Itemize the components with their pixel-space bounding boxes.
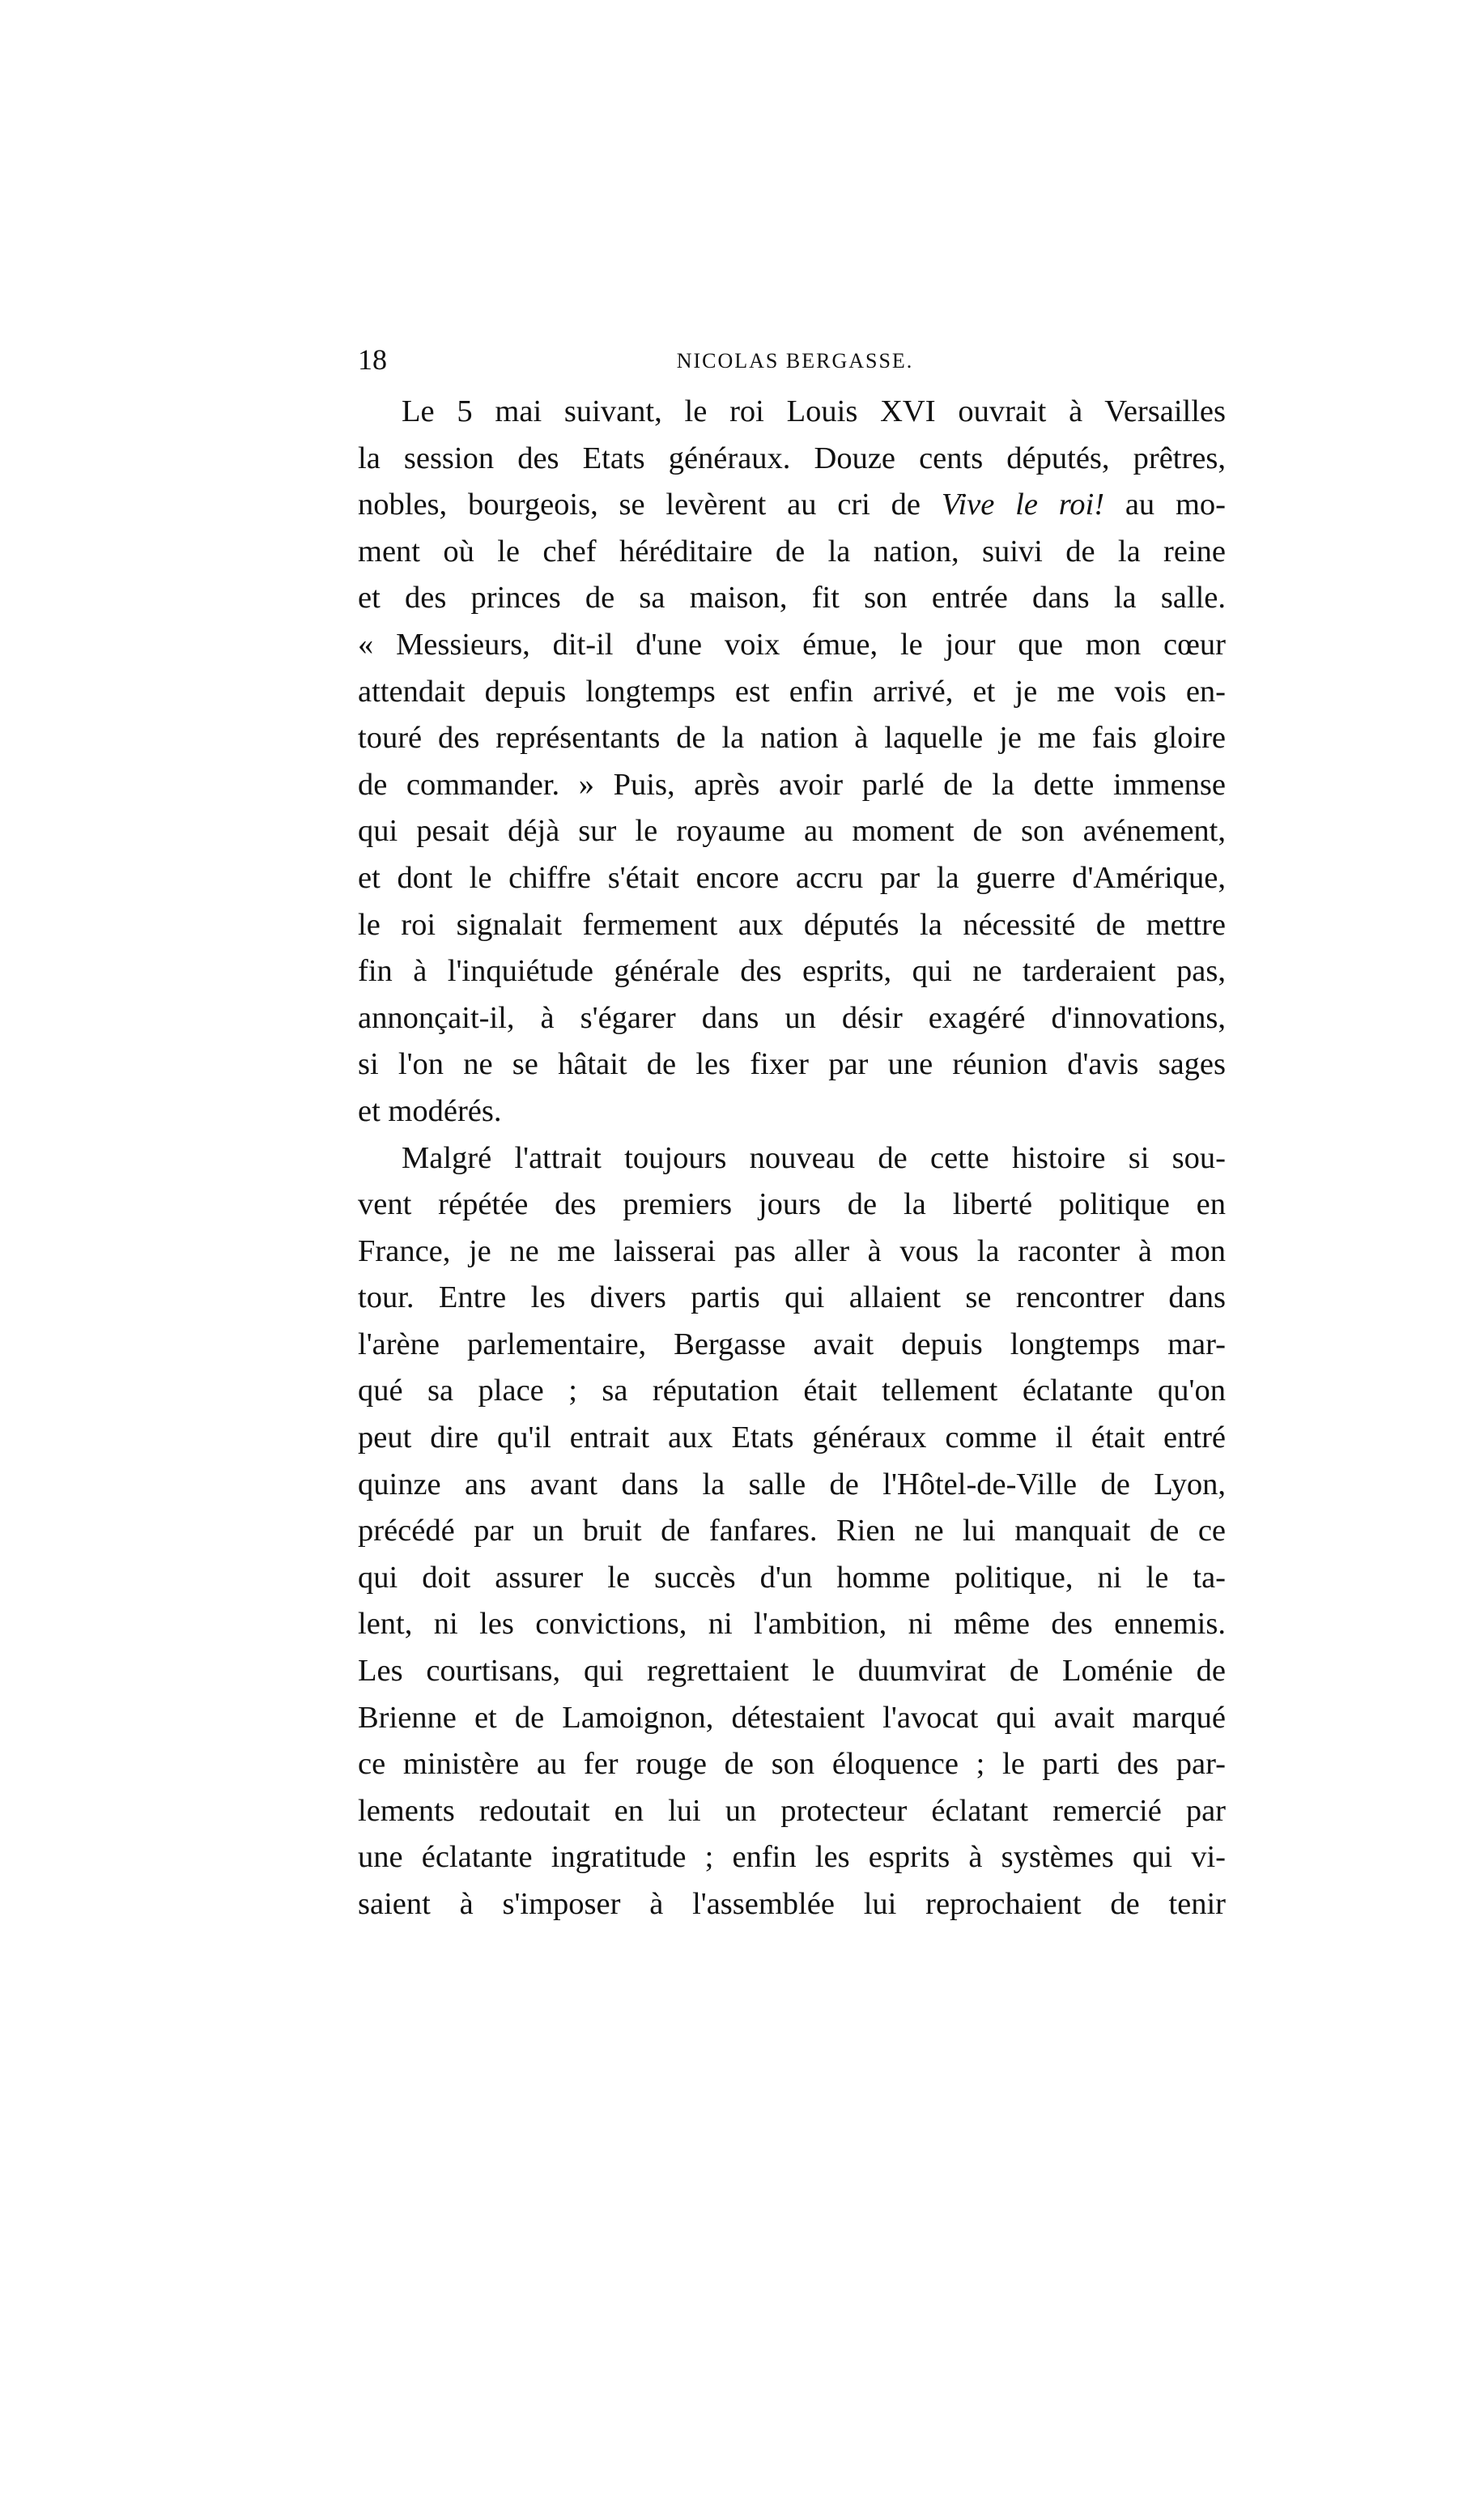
text-line: France, je ne me laisserai pas aller à vous la raconter à mon xyxy=(358,1233,1226,1268)
text-line: saient à s'imposer à l'assemblée lui reprochaient de tenir xyxy=(358,1887,1226,1921)
text-line: lent, ni les convictions, ni l'ambition, ni même des ennemis. xyxy=(358,1607,1226,1642)
text-line: annonçait-il, à s'égarer dans un désir exagéré d'innovations, xyxy=(358,1000,1226,1035)
text-line: quinze ans avant dans la salle de l'Hôtel-de-Ville de Lyon, xyxy=(358,1467,1226,1501)
text-line: qué sa place ; sa réputation était tellement éclatante qu'on xyxy=(358,1374,1226,1408)
text-line: si l'on ne se hâtait de les fixer par une réunion d'avis sages xyxy=(358,1047,1226,1082)
text-line: et modérés. xyxy=(358,1093,502,1128)
text-line: précédé par un bruit de fanfares. Rien ne lui manquait de ce xyxy=(358,1514,1226,1548)
text-line xyxy=(358,482,1226,529)
text-line: Le 5 mai suivant, le roi Louis XVI ouvrait à Versailles xyxy=(402,394,1226,428)
text-line: vent répétée des premiers jours de la liberté politique en xyxy=(358,1187,1226,1222)
text-line: Les courtisans, qui regrettaient le duumvirat de Loménie de xyxy=(358,1654,1226,1689)
running-title: NICOLAS BERGASSE. xyxy=(676,349,914,373)
text-line: peut dire qu'il entrait aux Etats généraux comme il était entré xyxy=(358,1421,1226,1455)
running-head xyxy=(358,340,1232,379)
text-line: touré des représentants de la nation à laquelle je me fais gloire xyxy=(358,721,1226,756)
text-line: fin à l'inquiétude générale des esprits, qui ne tarderaient pas, xyxy=(358,954,1226,989)
text-line: de commander. » Puis, après avoir parlé de la dette immense xyxy=(358,767,1226,802)
text-line: et dont le chiffre s'était encore accru par la guerre d'Amérique, xyxy=(358,860,1226,895)
text-line: ce ministère au fer rouge de son éloquence ; le parti des par- xyxy=(358,1747,1226,1782)
text-line: « Messieurs, dit-il d'une voix émue, le jour que mon cœur xyxy=(358,627,1226,662)
page-number: 18 xyxy=(358,343,387,376)
text-line: ment où le chef héréditaire de la nation, suivi de la reine xyxy=(358,534,1226,569)
text-line: une éclatante ingratitude ; enfin les esprits à systèmes qui vi- xyxy=(358,1840,1226,1875)
text-line: la session des Etats généraux. Douze cents députés, prêtres, xyxy=(358,441,1226,475)
text-segment: nobles, bourgeois, se levèrent au cri de xyxy=(358,488,942,522)
text-line: et des princes de sa maison, fit son entrée dans la salle. xyxy=(358,581,1226,615)
text-line: qui pesait déjà sur le royaume au moment de son avénement, xyxy=(358,814,1226,849)
paragraph xyxy=(358,1135,1226,1928)
text-line: lements redoutait en lui un protecteur éclatant remercié par xyxy=(358,1793,1226,1828)
text-line: attendait depuis longtemps est enfin arrivé, et je me vois en- xyxy=(358,674,1226,709)
text-line: Malgré l'attrait toujours nouveau de cette histoire si sou- xyxy=(402,1140,1226,1175)
text-line: l'arène parlementaire, Bergasse avait depuis longtemps mar- xyxy=(358,1327,1226,1361)
text-line: tour. Entre les divers partis qui allaient se rencontrer dans xyxy=(358,1280,1226,1315)
text-line: qui doit assurer le succès d'un homme politique, ni le ta- xyxy=(358,1560,1226,1595)
text-line: le roi signalait fermement aux députés la nécessité de mettre xyxy=(358,907,1226,942)
italic-phrase: Vive le roi! xyxy=(941,488,1105,522)
body-text xyxy=(358,389,1226,1928)
text-line: Brienne et de Lamoignon, détestaient l'avocat qui avait marqué xyxy=(358,1700,1226,1735)
text-segment: au mo- xyxy=(1104,488,1226,522)
paragraph xyxy=(358,389,1226,1135)
